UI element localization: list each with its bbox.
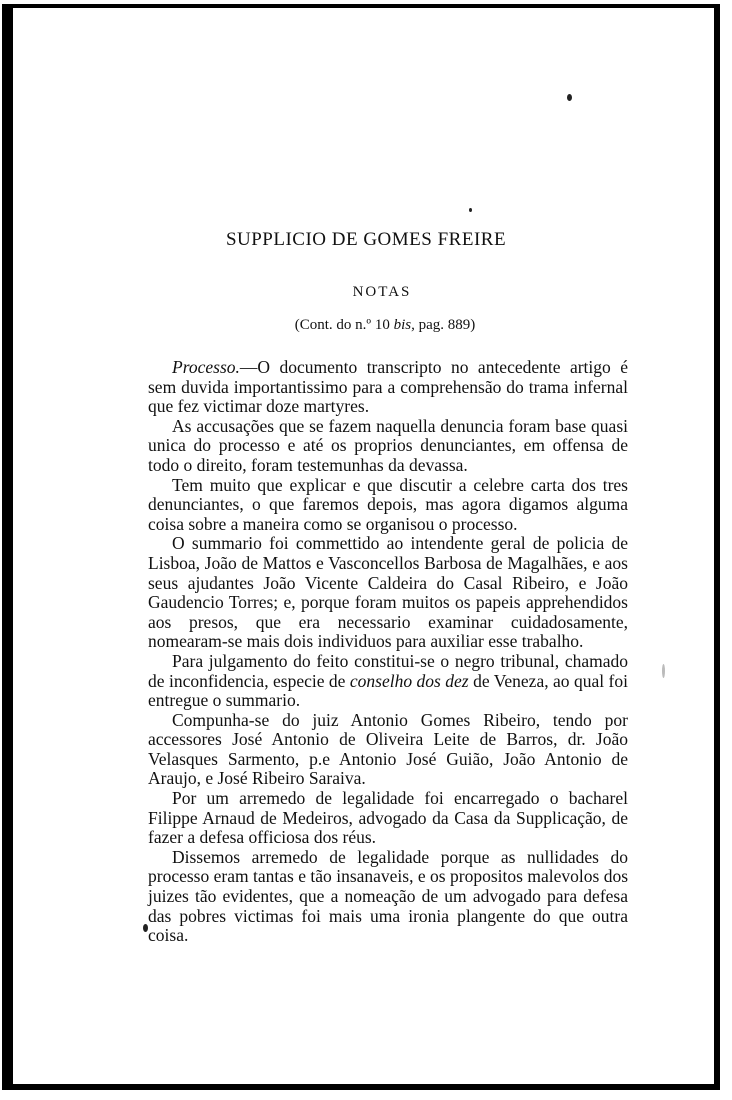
paragraph-italic-phrase: conselho dos dez (349, 670, 469, 691)
paragraph-text-after: de Veneza, ao qual foi entregue o summario. (148, 670, 628, 711)
paragraph-lead: Processo. (172, 357, 240, 377)
paragraph-text-before: Para julgamento do feito constitui-se o negro tribunal, chamado de inconfidencia, especie de (148, 650, 628, 691)
continuation-note (0, 317, 732, 334)
article-subtitle: NOTAS (352, 284, 412, 300)
article-title: SUPPLICIO DE GOMES FREIRE (225, 229, 507, 250)
continuation-prefix: (Cont. do n.º 10 (294, 317, 394, 333)
paragraph: Por um arremedo de legalidade foi encarregado o bacharel Filippe Arnaud de Medeiros, advogado da Casa da Supplicação, de fazer a defesa officiosa dos réus. (148, 788, 628, 848)
continuation-italic: bis, (393, 317, 415, 333)
paragraph: As accusações que se fazem naquella denuncia foram base quasi unica do processo e até os proprios denunciantes, em offensa de todo o direito, foram testemunhas da devassa. (148, 415, 628, 475)
article-body (148, 358, 628, 946)
continuation-suffix: pag. 889) (414, 317, 476, 333)
scan-speck (469, 208, 472, 212)
paragraph-text: —O documento transcripto no antecedente artigo é sem duvida importantissimo para a comprehensão do trama infernal que fez victimar doze martyres. (148, 357, 628, 417)
paragraph: Compunha-se do juiz Antonio Gomes Ribeiro, tendo por accessores José Antonio de Oliveira Leite de Barros, dr. João Velasques Sarmento, p.e Antonio José Guião, João Antonio de Araujo, e José Ribeiro Saraiva. (148, 709, 628, 789)
paragraph (148, 652, 628, 711)
paragraph: Tem muito que explicar e que discutir a celebre carta dos tres denunciantes, o que faremos depois, mas agora digamos alguma coisa sobre a maneira como se organisou o processo. (148, 474, 628, 534)
paragraph: O summario foi commettido ao intendente geral de policia de Lisboa, João de Mattos e Vasconcellos Barbosa de Magalhães, e aos seus ajudantes João Vicente Caldeira do Casal Ribeiro, e João Gaudencio Torres; e, porque foram muitos os papeis apprehendidos aos presos, que era necessario examinar cuidadosamente, nomearam-se mais dois individuos para auxiliar esse trabalho. (148, 533, 628, 652)
scan-speck (662, 664, 665, 678)
paragraph: Dissemos arremedo de legalidade porque as nullidades do processo eram tantas e tão insanaveis, e os propositos malevolos dos juizes tão evidentes, que a nomeação de um advogado para defesa das pobres victimas foi mais uma ironia plangente do que outra coisa. (148, 846, 628, 946)
scan-speck (567, 94, 572, 101)
paragraph (148, 358, 628, 417)
